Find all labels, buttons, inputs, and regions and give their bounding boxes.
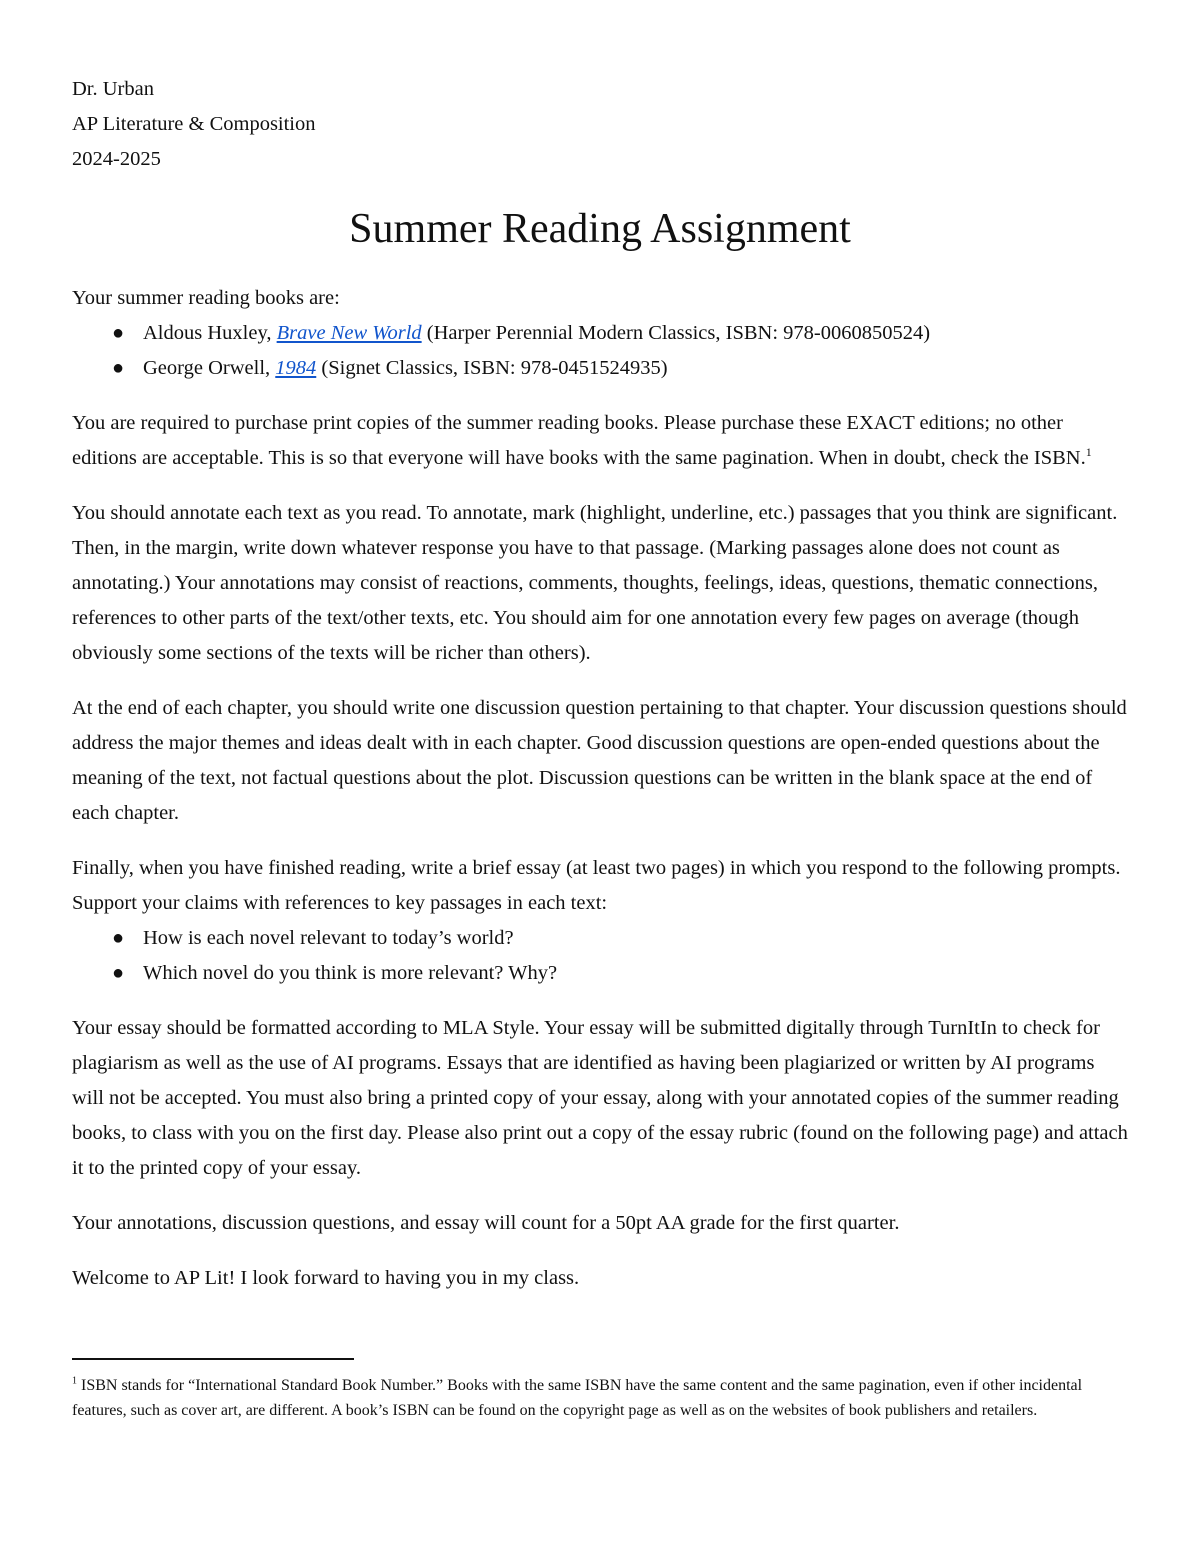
- annotate-paragraph: You should annotate each text as you read. To annotate, mark (highlight, underline, etc.) passages that you think are significant. Then, in the margin, write down whatever response you have to that passage. (Marking passages alone does not count as annotating.) Your annotations may consist of reactions, comments, thoughts, feelings, ideas, questions, thematic connections, references to other parts of the text/other texts, etc. You should aim for one annotation every few pages on average (though obviously some sections of the texts will be richer than others).: [72, 502, 1118, 664]
- grade-paragraph: Your annotations, discussion questions, and essay will count for a 50pt AA grade for the first quarter.: [72, 1212, 900, 1234]
- book-details: (Harper Perennial Modern Classics, ISBN: 978-0060850524): [421, 322, 931, 344]
- book-item-orwell: [72, 351, 1128, 386]
- footnote-divider: [72, 1358, 354, 1360]
- book-details: (Signet Classics, ISBN: 978-0451524935): [316, 357, 668, 379]
- school-year: 2024-2025: [72, 148, 161, 170]
- prompt-item: [72, 956, 1128, 991]
- book-author: Aldous Huxley,: [143, 322, 277, 344]
- document-page: [72, 72, 1128, 1316]
- book-item-huxley: [72, 316, 1128, 351]
- welcome-paragraph: Welcome to AP Lit! I look forward to having you in my class.: [72, 1267, 580, 1289]
- book-link-brave-new-world[interactable]: Brave New World: [276, 322, 422, 344]
- page-title: Summer Reading Assignment: [349, 206, 851, 252]
- course-name: AP Literature & Composition: [72, 113, 316, 135]
- purchase-text: You are required to purchase print copies of the summer reading books. Please purchase these EXACT editions; no other editions are acceptable. This is so that everyone will have books with the same pagination. When in doubt, check the ISBN.: [72, 412, 1086, 469]
- format-paragraph: Your essay should be formatted according to MLA Style. Your essay will be submitted digitally through TurnItIn to check for plagiarism as well as the use of AI programs. Essays that are identified as having been plagiarized or written by AI programs will not be accepted. You must also bring a printed copy of your essay, along with your annotated copies of the summer reading books, to class with you on the first day. Please also print out a copy of the essay rubric (found on the following page) and attach it to the printed copy of your essay.: [72, 1017, 1128, 1179]
- footnote-text: ISBN stands for “International Standard Book Number.” Books with the same ISBN have the same content and the same pagination, even if other incidental features, such as cover art, are different. A book’s ISBN can be found on the copyright page as well as on the websites of book publishers and retailers.: [72, 1377, 1083, 1419]
- teacher-name: Dr. Urban: [72, 78, 154, 100]
- book-link-1984[interactable]: 1984: [275, 357, 317, 379]
- prompt-item: [72, 921, 1128, 956]
- prompt-list: [72, 921, 1128, 991]
- purchase-paragraph: [72, 406, 1128, 476]
- book-list: [72, 316, 1128, 386]
- footnote-reference[interactable]: 1: [1085, 445, 1092, 460]
- book-author: George Orwell,: [143, 357, 276, 379]
- essay-intro-paragraph: Finally, when you have finished reading, write a brief essay (at least two pages) in which you respond to the following prompts. Support your claims with references to key passages in each text:: [72, 857, 1121, 914]
- footnote: [72, 1373, 1132, 1423]
- bullet-icon: ●: [112, 962, 125, 984]
- books-intro: Your summer reading books are:: [72, 287, 340, 309]
- prompt-text: How is each novel relevant to today’s world?: [143, 927, 514, 949]
- bullet-icon: ●: [112, 357, 125, 379]
- discussion-paragraph: At the end of each chapter, you should write one discussion question pertaining to that chapter. Your discussion questions should address the major themes and ideas dealt with in each chapter. Good discussion questions are open-ended questions about the meaning of the text, not factual questions about the plot. Discussion questions can be written in the blank space at the end of each chapter.: [72, 697, 1127, 824]
- bullet-icon: ●: [112, 927, 125, 949]
- prompt-text: Which novel do you think is more relevant? Why?: [143, 962, 558, 984]
- footnote-marker: 1: [72, 1375, 77, 1387]
- bullet-icon: ●: [112, 322, 125, 344]
